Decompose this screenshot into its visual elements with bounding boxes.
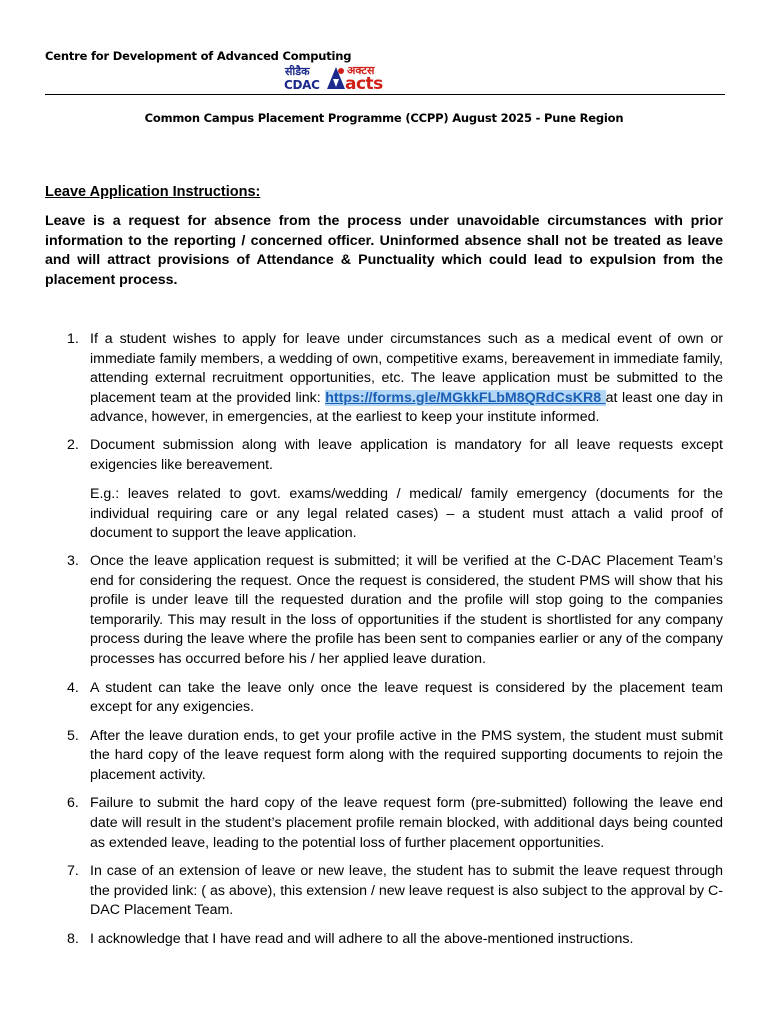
page-header bbox=[45, 46, 725, 95]
instruction-item bbox=[45, 862, 723, 921]
organization-name: Centre for Development of Advanced Computing bbox=[45, 49, 352, 63]
acts-logo-icon bbox=[325, 65, 347, 91]
instruction-item bbox=[45, 436, 723, 544]
programme-title: Common Campus Placement Programme (CCPP) August 2025 - Pune Region bbox=[144, 111, 624, 125]
item-text: Failure to submit the hard copy of the leave request form (pre-submitted) following the leave end date will result in the student’s placement profile remain blocked, with additional days being counted as extended leave, leading to the potential loss of further placement opportunities. bbox=[90, 795, 723, 851]
item-number: 3. bbox=[67, 552, 79, 569]
acts-logo bbox=[325, 61, 400, 93]
item-number: 4. bbox=[67, 679, 79, 696]
instruction-item bbox=[45, 330, 723, 428]
item-text: I acknowledge that I have read and will adhere to all the above-mentioned instructions. bbox=[90, 931, 634, 948]
item-number: 2. bbox=[67, 436, 79, 453]
instruction-item bbox=[45, 930, 723, 950]
cdac-logo-text: CDAC bbox=[284, 78, 320, 92]
item-number: 7. bbox=[67, 863, 79, 880]
instructions-list bbox=[45, 330, 723, 950]
item-number: 5. bbox=[67, 727, 79, 744]
section-heading: Leave Application Instructions: bbox=[45, 184, 261, 200]
item-text: After the leave duration ends, to get your profile active in the PMS system, the student must submit the hard copy of the leave request form along with the required supporting documents to rejoin the placement activity. bbox=[90, 727, 723, 783]
item-text: A student can take the leave only once the leave request is considered by the placement team except for any exigencies. bbox=[90, 679, 723, 716]
item-text: Once the leave application request is submitted; it will be verified at the C-DAC Placement Team’s end for considering the request. Once the request is considered, the student PMS will show that his profile is under leave till the requested duration and the profile will stop going to the companies temporarily. This may result in the loss of opportunities if the student is shortlisted for any company process during the leave where the profile has been sent to companies earlier or any of the company processes has occurred before his / her applied leave duration. bbox=[90, 552, 723, 667]
item-subtext: E.g.: leaves related to govt. exams/wedding / medical/ family emergency (documents for the individual requiring care or any legal related cases) – a student must attach a valid proof of document to support the leave application. bbox=[90, 486, 723, 542]
acts-logo-text: acts bbox=[345, 74, 383, 94]
instruction-item bbox=[45, 679, 723, 718]
item-text-before: If a student wishes to apply for leave under circumstances such as a medical event of own or immediate family members, a wedding of own, competitive exams, bereavement in immediate family, attending external recruitment opportunities, etc. The leave application must be submitted to the placement team at the provided link: bbox=[90, 331, 723, 406]
item-text: In case of an extension of leave or new leave, the student has to submit the leave request through the provided link: ( as above), this extension / new leave request is also subject to the approval by C-DAC Placement Team. bbox=[90, 863, 723, 919]
item-number: 1. bbox=[67, 331, 79, 347]
item-text-after: at least one day in advance, however, in emergencies, at the earliest to keep your institute informed. bbox=[90, 389, 723, 426]
instruction-item bbox=[45, 794, 723, 853]
leave-form-link[interactable]: https://forms.gle/MGkkFLbM8QRdCsKR8 bbox=[325, 389, 606, 406]
logos bbox=[282, 61, 402, 93]
instruction-item bbox=[45, 552, 723, 670]
intro-paragraph: Leave is a request for absence from the process under unavoidable circumstances with prior information to the reporting / concerned officer. Uninformed absence shall not be treated as leave and will attract provisions of Attendance & Punctuality which could lead to expulsion from the placement process. bbox=[45, 213, 723, 288]
cdac-logo-hindi: सीडैक bbox=[285, 65, 310, 78]
item-text bbox=[90, 330, 723, 428]
item-number: 6. bbox=[67, 795, 79, 812]
cdac-logo bbox=[282, 61, 322, 93]
acts-logo-hindi: अक्टस bbox=[347, 64, 375, 77]
item-number: 8. bbox=[67, 931, 79, 948]
instruction-item bbox=[45, 727, 723, 786]
item-text: Document submission along with leave application is mandatory for all leave requests except exigencies like bereavement. bbox=[90, 436, 723, 473]
